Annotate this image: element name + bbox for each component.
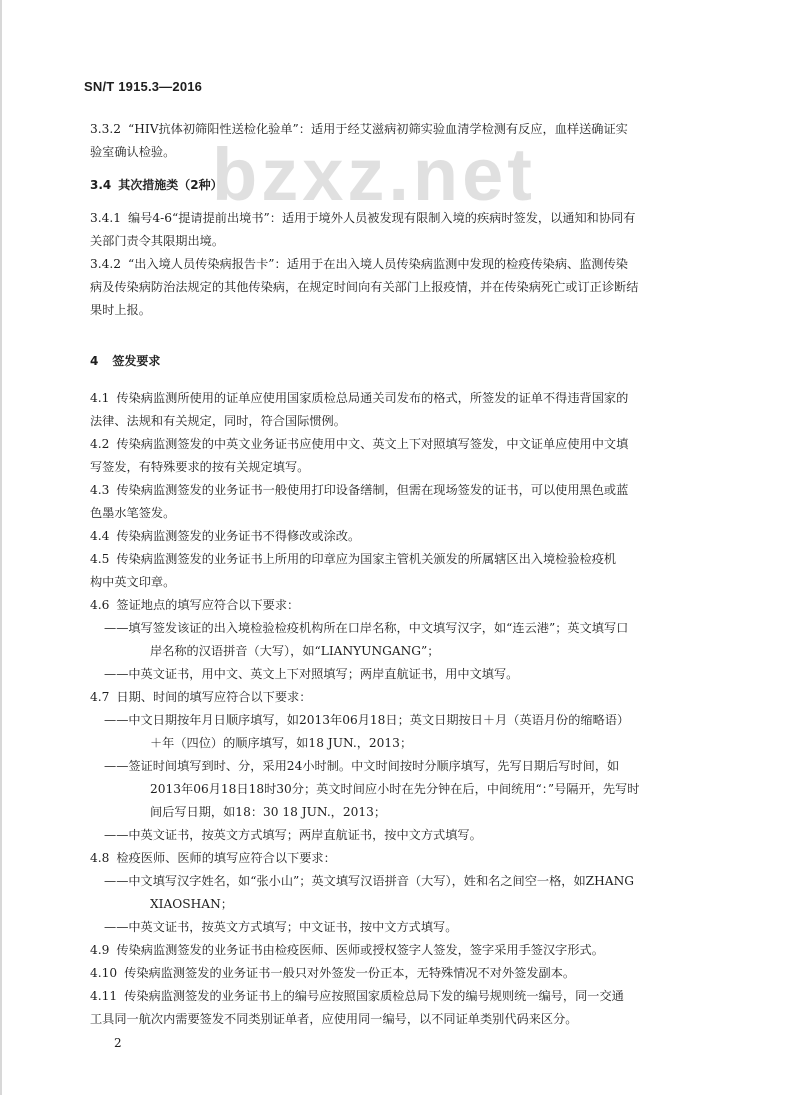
clause-number: 4.10	[90, 966, 118, 980]
list-item-text: 间后写日期，如18：30 18 JUN.，2013；	[150, 805, 387, 819]
clause-number: 4.9	[90, 943, 110, 957]
clause-4-11	[90, 985, 720, 1031]
clause-text: 传染病监测签发的中英文业务证书应使用中文、英文上下对照填写签发，中文证单应使用中文填	[116, 437, 629, 451]
clause-text: 检疫医师、医师的填写应符合以下要求：	[116, 851, 336, 865]
clause-number: 4.11	[90, 989, 118, 1003]
list-item	[90, 663, 720, 686]
clause-4-9	[90, 939, 720, 962]
section-title: 其次措施类（2种）	[118, 178, 223, 192]
list-item-text: 2013年06月18日18时30分；英文时间应小时在先分钟在后，中间统用“：”号隔开，先写时	[150, 782, 640, 796]
clause-number: 4.4	[90, 529, 110, 543]
clause-text: 关部门责令其限期出境。	[90, 234, 225, 248]
clause-number: 4.5	[90, 552, 110, 566]
section-title: 签发要求	[112, 354, 161, 368]
section-4-heading	[90, 350, 720, 373]
list-item	[90, 755, 720, 824]
section-number: 3.4	[90, 178, 112, 192]
clause-text: “出入境人员传染病报告卡”：适用于在出入境人员传染病监测中发现的检疫传染病、监测传染	[128, 257, 628, 271]
clause-text: 传染病监测签发的业务证书上的编号应按照国家质检总局下发的编号规则统一编号，同一交通	[124, 989, 624, 1003]
list-item-text: ——中文填写汉字姓名，如“张小山”；英文填写汉语拼音（大写），姓和名之间空一格，如ZHANG	[104, 874, 634, 888]
list-item	[90, 824, 720, 847]
section-3-4-heading	[90, 174, 720, 197]
list-item-text: 岸名称的汉语拼音（大写），如“LIANYUNGANG”；	[150, 644, 440, 658]
clause-number: 4.2	[90, 437, 110, 451]
clause-text: 日期、时间的填写应符合以下要求：	[116, 690, 312, 704]
list-item	[90, 870, 720, 916]
clause-4-6	[90, 594, 720, 686]
list-item-text: XIAOSHAN；	[150, 897, 233, 911]
clause-number: 4.1	[90, 391, 110, 405]
clause-4-8	[90, 847, 720, 939]
clause-4-5	[90, 548, 720, 594]
list-item	[90, 916, 720, 939]
clause-text: 验室确认检验。	[90, 145, 176, 159]
clause-4-3	[90, 479, 720, 525]
clause-number: 4.7	[90, 690, 110, 704]
clause-text: 编号4-6“提请提前出境书”：适用于境外人员被发现有限制入境的疾病时签发，以通知和协同有	[128, 211, 636, 225]
list-item-text: ——中英文证书，用中文、英文上下对照填写；两岸直航证书，用中文填写。	[104, 667, 519, 681]
clause-text: 写签发，有特殊要求的按有关规定填写。	[90, 460, 310, 474]
clause-text: 果时上报。	[90, 303, 151, 317]
clause-number: 3.3.2	[90, 122, 122, 136]
clause-number: 4.8	[90, 851, 110, 865]
clause-4-1	[90, 387, 720, 433]
clause-number: 3.4.1	[90, 211, 122, 225]
clause-text: 传染病监测签发的业务证书一般使用打印设备缮制，但需在现场签发的证书，可以使用黑色或蓝	[116, 483, 629, 497]
list-item	[90, 617, 720, 663]
clause-text: 病及传染病防治法规定的其他传染病，在规定时间向有关部门上报疫情，并在传染病死亡或订正诊断结	[90, 280, 639, 294]
clause-text: 传染病监测签发的业务证书不得修改或涂改。	[116, 529, 361, 543]
clause-number: 3.4.2	[90, 257, 122, 271]
watermark: bzxz.net	[212, 133, 536, 216]
clause-text: 工具同一航次内需要签发不同类别证单者，应使用同一编号，以不同证单类别代码来区分。	[90, 1012, 578, 1026]
clause-text: 色墨水笔签发。	[90, 506, 176, 520]
clause-3-3-2	[90, 118, 720, 164]
clause-number: 4.6	[90, 598, 110, 612]
clause-3-4-1	[90, 207, 720, 253]
list-item	[90, 709, 720, 755]
list-item-text: ——中英文证书，按英文方式填写；中文证书，按中文方式填写。	[104, 920, 458, 934]
clause-4-7	[90, 686, 720, 847]
clause-number: 4.3	[90, 483, 110, 497]
clause-text: 签证地点的填写应符合以下要求：	[116, 598, 300, 612]
document-body	[90, 118, 720, 1031]
clause-text: 传染病监测签发的业务证书由检疫医师、医师或授权签字人签发，签字采用手签汉字形式。	[116, 943, 604, 957]
list-item-text: ＋年（四位）的顺序填写，如18 JUN.，2013；	[150, 736, 413, 750]
clause-4-2	[90, 433, 720, 479]
list-item-text: ——签证时间填写到时、分，采用24小时制。中文时间按时分顺序填写，先写日期后写时间，如	[104, 759, 620, 773]
clause-4-4	[90, 525, 720, 548]
list-item-text: ——中英文证书，按英文方式填写；两岸直航证书，按中文方式填写。	[104, 828, 482, 842]
clause-text: 传染病监测所使用的证单应使用国家质检总局通关司发布的格式，所签发的证单不得违背国家的	[116, 391, 629, 405]
clause-text: 传染病监测签发的业务证书一般只对外签发一份正本，无特殊情况不对外签发副本。	[124, 966, 576, 980]
list-item-text: ——填写签发该证的出入境检验检疫机构所在口岸名称，中文填写汉字，如“连云港”；英文填写口	[104, 621, 629, 635]
clause-text: “HIV抗体初筛阳性送检化验单”：适用于经艾滋病初筛实验血清学检测有反应，血样送确证实	[128, 122, 628, 136]
clause-text: 传染病监测签发的业务证书上所用的印章应为国家主管机关颁发的所属辖区出入境检验检疫机	[116, 552, 617, 566]
list-item-text: ——中文日期按年月日顺序填写，如2013年06月18日；英文日期按日＋月（英语月份的缩略语）	[104, 713, 630, 727]
section-number: 4	[90, 354, 99, 368]
page-number: 2	[114, 1036, 122, 1050]
clause-text: 构中英文印章。	[90, 575, 176, 589]
clause-text: 法律、法规和有关规定，同时，符合国际惯例。	[90, 414, 346, 428]
document-id-header: SN/T 1915.3—2016	[84, 79, 203, 94]
clause-3-4-2	[90, 253, 720, 322]
clause-4-10	[90, 962, 720, 985]
